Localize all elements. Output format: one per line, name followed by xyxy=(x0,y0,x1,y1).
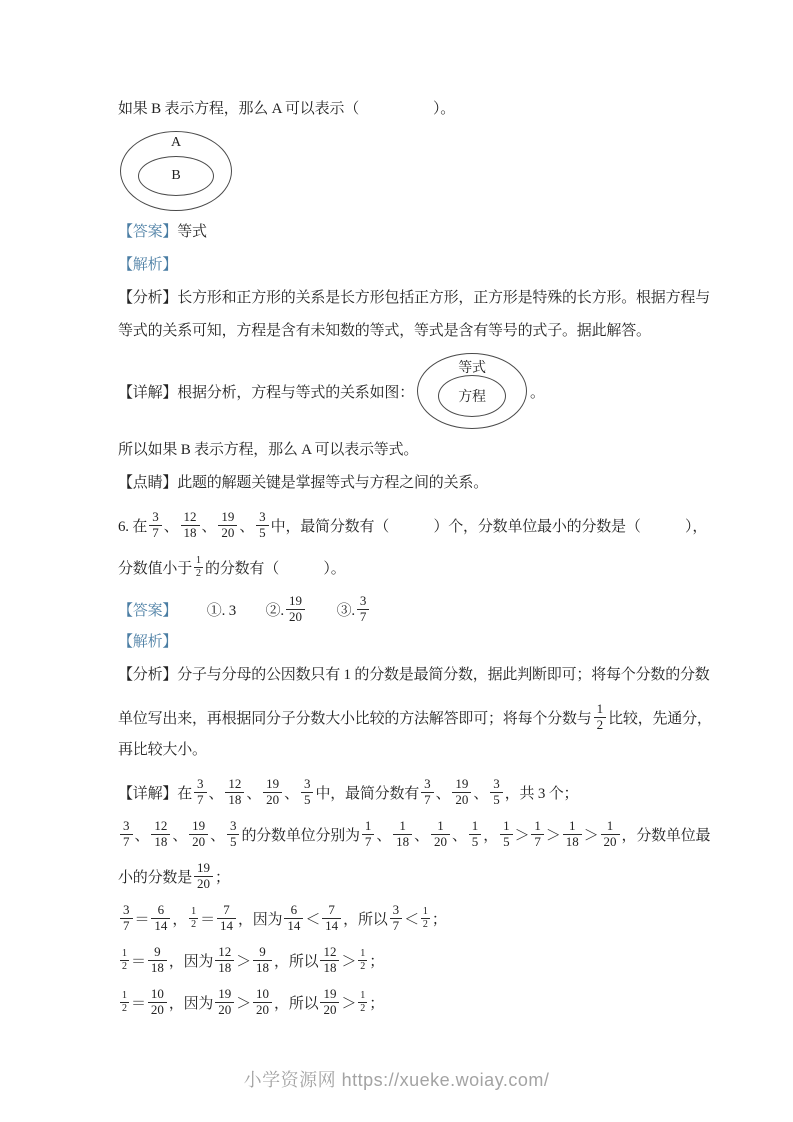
text-run: ＞ xyxy=(236,953,252,970)
fraction-denominator: 7 xyxy=(149,525,162,541)
fraction xyxy=(148,945,167,976)
fraction xyxy=(256,510,269,541)
fraction-numerator: 1 xyxy=(191,906,197,917)
section-label: 【解析】 xyxy=(118,257,178,273)
text-run: ； xyxy=(431,911,447,928)
fraction xyxy=(362,819,375,850)
fraction-numerator: 12 xyxy=(183,508,197,524)
fraction-numerator: 10 xyxy=(256,985,270,1001)
fraction-numerator: 12 xyxy=(228,775,242,791)
fraction-numerator: 1 xyxy=(360,990,366,1001)
text-run: 【分析】长方形和正方形的关系是长方形包括正方形，正方形是特殊的长方形。根据方程与 xyxy=(118,290,711,306)
fraction xyxy=(469,819,482,850)
fraction-denominator: 7 xyxy=(362,834,375,850)
fraction-numerator: 19 xyxy=(197,859,211,875)
text-run: 【分析】分子与分母的公因数只有 1 的分数是最简分数，据此判断即可；将每个分数的分数 xyxy=(118,667,710,683)
fraction xyxy=(393,819,412,850)
fraction-denominator: 5 xyxy=(256,525,269,541)
text-run: 【详解】根据分析，方程与等式的关系如图： xyxy=(118,384,415,401)
section-label: 【解析】 xyxy=(118,634,178,650)
question5-fenxi-line1 xyxy=(118,287,711,309)
fraction xyxy=(120,903,133,934)
text-run: 、 xyxy=(239,518,255,535)
question5-fenxi-line2 xyxy=(118,320,698,342)
question6-xiangjie-line2 xyxy=(118,814,711,854)
fraction-numerator: 19 xyxy=(192,817,206,833)
fraction xyxy=(263,777,282,808)
text-run: 、 xyxy=(451,827,467,844)
fraction xyxy=(151,819,170,850)
fraction-numerator: 7 xyxy=(328,901,335,917)
question5-dianjing xyxy=(118,472,698,494)
text-run: 、 xyxy=(435,785,451,802)
text-run: 所以如果 B 表示方程，那么 A 可以表示等式。 xyxy=(118,442,419,458)
text-run: ＞ xyxy=(514,827,530,844)
fraction xyxy=(217,903,236,934)
section-label: 【答案】 xyxy=(118,602,178,619)
fraction-denominator: 20 xyxy=(148,1002,167,1018)
fraction xyxy=(431,819,450,850)
text-run: 等式 xyxy=(177,224,207,240)
text-run: 、 xyxy=(208,785,224,802)
fraction-denominator: 7 xyxy=(390,918,403,934)
fraction-denominator: 14 xyxy=(151,918,170,934)
venn-outer-label: 等式 xyxy=(458,361,486,376)
question6-compare-line2 xyxy=(118,940,698,980)
text-run: 再比较大小。 xyxy=(118,742,207,758)
text-run: ，共 3 个； xyxy=(504,785,579,802)
fraction xyxy=(218,510,237,541)
fraction-denominator: 14 xyxy=(217,918,236,934)
fraction-numerator: 6 xyxy=(290,901,298,917)
fraction xyxy=(358,948,367,972)
fraction-denominator: 7 xyxy=(531,834,544,850)
question6-stem-line1 xyxy=(118,505,708,545)
fraction xyxy=(421,906,430,930)
fraction-denominator: 18 xyxy=(215,960,234,976)
text-run: 小的分数是 xyxy=(118,869,193,886)
fraction xyxy=(286,594,305,625)
fraction-denominator: 20 xyxy=(286,609,305,625)
fraction-numerator: 1 xyxy=(471,817,479,833)
text-run: 的分数有（ ）。 xyxy=(205,560,346,577)
question6-stem-line2 xyxy=(118,547,698,587)
fraction xyxy=(284,903,303,934)
text-run: 比较，先通分， xyxy=(608,710,712,727)
text-run: ＜ xyxy=(305,911,321,928)
fraction-denominator: 20 xyxy=(253,1002,272,1018)
text-run: ＞ xyxy=(341,953,357,970)
text-run: ＝ xyxy=(131,953,146,970)
fraction xyxy=(358,990,367,1014)
fraction-denominator: 7 xyxy=(120,918,133,934)
text-run: 、 xyxy=(376,827,392,844)
fraction xyxy=(189,906,198,930)
fraction-numerator: 7 xyxy=(223,901,230,917)
question5-conclusion xyxy=(118,439,698,461)
question5-xiangjie-row xyxy=(118,353,698,429)
text-run: ①. 3 ②. xyxy=(177,602,284,619)
text-run: 【点睛】此题的解题关键是掌握等式与方程之间的关系。 xyxy=(118,475,489,491)
fraction xyxy=(601,819,620,850)
question5-answer xyxy=(118,221,698,243)
fraction xyxy=(194,555,203,579)
fraction-numerator: 1 xyxy=(399,817,406,833)
section-label: 【答案】 xyxy=(118,224,178,240)
fraction xyxy=(357,594,370,625)
fraction xyxy=(253,987,272,1018)
venn-diagram-venn2 xyxy=(417,353,527,429)
fraction-denominator: 20 xyxy=(189,834,208,850)
venn-outer-label: A xyxy=(170,135,182,150)
fraction-denominator: 20 xyxy=(215,1002,234,1018)
question6-fenxi-line2 xyxy=(118,697,712,737)
footer-site-text: 小学资源网 https://xueke.woiay.com/ xyxy=(243,1070,550,1090)
fraction-denominator: 18 xyxy=(393,834,412,850)
text-run: 、 xyxy=(473,785,489,802)
text-run: 。 xyxy=(530,384,545,401)
text-run: 、 xyxy=(201,518,217,535)
fraction-denominator: 5 xyxy=(500,834,513,850)
question6-fenxi-line3 xyxy=(118,739,698,761)
document-body xyxy=(118,98,712,1024)
question6-compare-line1 xyxy=(118,898,698,938)
fraction-numerator: 12 xyxy=(323,943,337,959)
fraction-numerator: 3 xyxy=(229,817,237,833)
fraction xyxy=(594,702,607,733)
text-run: 、 xyxy=(284,785,299,802)
venn-inner-label: B xyxy=(138,156,214,196)
fraction-numerator: 6 xyxy=(157,901,165,917)
fraction-numerator: 3 xyxy=(197,775,204,791)
fraction-numerator: 1 xyxy=(122,990,127,1001)
text-run: 的分数单位分别为 xyxy=(241,827,360,844)
fraction-denominator: 2 xyxy=(594,717,607,733)
fraction-numerator: 1 xyxy=(606,817,614,833)
fraction-numerator: 12 xyxy=(154,817,168,833)
fraction xyxy=(194,861,213,892)
text-run: ，所以 xyxy=(274,995,319,1012)
question6-xiangjie-line1 xyxy=(118,772,698,812)
fraction-numerator: 1 xyxy=(534,817,541,833)
text-run: ＝ xyxy=(200,911,215,928)
fraction xyxy=(151,903,170,934)
fraction xyxy=(490,777,503,808)
text-run: ＞ xyxy=(545,827,561,844)
fraction-denominator: 20 xyxy=(431,834,450,850)
fraction xyxy=(563,819,582,850)
fraction-numerator: 3 xyxy=(123,817,130,833)
fraction-numerator: 9 xyxy=(154,943,161,959)
text-run: 【详解】在 xyxy=(118,785,193,802)
text-run: ＞ xyxy=(236,995,252,1012)
fraction-denominator: 5 xyxy=(301,792,314,808)
fraction xyxy=(194,777,207,808)
fraction-denominator: 14 xyxy=(322,918,341,934)
text-run: 中，最简分数有（ ）个，分数单位最小的分数是（ ）， xyxy=(270,518,708,535)
fraction-numerator: 3 xyxy=(259,508,266,524)
text-run: ， xyxy=(172,911,188,928)
fraction-denominator: 2 xyxy=(360,960,366,972)
question6-jiexi xyxy=(118,631,698,653)
fraction-denominator: 18 xyxy=(253,960,272,976)
page-footer xyxy=(0,1066,793,1092)
fraction xyxy=(301,777,314,808)
text-run: 、 xyxy=(163,518,179,535)
text-run: ＝ xyxy=(134,911,150,928)
text-run: 分数值小于 xyxy=(118,560,193,577)
fraction xyxy=(189,819,208,850)
text-run: ， xyxy=(483,827,499,844)
text-run: ； xyxy=(215,869,230,886)
fraction-numerator: 1 xyxy=(422,906,428,917)
fraction-denominator: 20 xyxy=(320,1002,339,1018)
fraction xyxy=(390,903,403,934)
text-run: 、 xyxy=(246,785,262,802)
text-run: 、 xyxy=(210,827,225,844)
fraction-denominator: 18 xyxy=(151,834,170,850)
text-run: 中，最简分数有 xyxy=(315,785,420,802)
fraction xyxy=(215,987,234,1018)
fraction-numerator: 19 xyxy=(288,592,302,608)
fraction-numerator: 3 xyxy=(493,775,500,791)
fraction-denominator: 7 xyxy=(421,792,434,808)
venn-diagram-venn1 xyxy=(120,131,232,211)
fraction-denominator: 7 xyxy=(194,792,207,808)
fraction xyxy=(320,945,339,976)
fraction-denominator: 18 xyxy=(563,834,582,850)
fraction-numerator: 19 xyxy=(218,985,232,1001)
fraction-numerator: 1 xyxy=(568,817,576,833)
text-run: ； xyxy=(369,995,385,1012)
fraction-numerator: 19 xyxy=(266,775,280,791)
fraction-denominator: 20 xyxy=(263,792,282,808)
fraction-denominator: 20 xyxy=(452,792,471,808)
fraction-denominator: 18 xyxy=(225,792,244,808)
fraction-numerator: 10 xyxy=(150,985,164,1001)
fraction-denominator: 18 xyxy=(181,525,200,541)
text-run: 、 xyxy=(134,827,150,844)
fraction xyxy=(181,510,200,541)
fraction-numerator: 19 xyxy=(455,775,469,791)
fraction xyxy=(120,948,129,972)
fraction xyxy=(225,777,244,808)
text-run: 如果 B 表示方程，那么 A 可以表示（ ）。 xyxy=(118,101,456,117)
fraction-numerator: 19 xyxy=(221,508,235,524)
text-run: ＞ xyxy=(341,995,357,1012)
fraction-numerator: 1 xyxy=(360,948,366,959)
fraction-denominator: 5 xyxy=(490,792,503,808)
fraction xyxy=(500,819,513,850)
text-run: ，所以 xyxy=(274,953,319,970)
text-run: 6. 在 xyxy=(118,518,148,535)
question5-stem xyxy=(118,98,698,120)
fraction-numerator: 3 xyxy=(152,508,159,524)
text-run: 、 xyxy=(172,827,188,844)
text-run: 单位写出来，再根据同分子分数大小比较的方法解答即可；将每个分数与 xyxy=(118,710,592,727)
fraction xyxy=(320,987,339,1018)
text-run: 等式的关系可知，方程是含有未知数的等式，等式是含有等号的式子。据此解答。 xyxy=(118,323,651,339)
fraction-denominator: 5 xyxy=(469,834,482,850)
fraction-numerator: 12 xyxy=(218,943,232,959)
fraction-denominator: 20 xyxy=(218,525,237,541)
venn-inner-label: 方程 xyxy=(438,375,506,417)
text-run: ，因为 xyxy=(168,995,214,1012)
fraction xyxy=(215,945,234,976)
fraction-numerator: 3 xyxy=(123,901,130,917)
text-run: ＜ xyxy=(404,911,419,928)
fraction-denominator: 18 xyxy=(320,960,339,976)
fraction-numerator: 3 xyxy=(359,592,367,608)
fraction-numerator: 1 xyxy=(196,555,202,566)
fraction-numerator: 1 xyxy=(596,700,604,716)
fraction-denominator: 2 xyxy=(191,918,197,930)
fraction-numerator: 9 xyxy=(259,943,266,959)
fraction-denominator: 2 xyxy=(196,567,202,579)
text-run: 、 xyxy=(414,827,429,844)
text-run: ③. xyxy=(306,602,355,619)
fraction-denominator: 14 xyxy=(284,918,303,934)
fraction xyxy=(531,819,544,850)
fraction-numerator: 1 xyxy=(122,948,127,959)
text-run: ，所以 xyxy=(343,911,388,928)
fraction-denominator: 20 xyxy=(601,834,620,850)
question6-compare-line3 xyxy=(118,982,698,1022)
question6-xiangjie-line3 xyxy=(118,856,698,896)
fraction-numerator: 1 xyxy=(503,817,510,833)
fraction-numerator: 1 xyxy=(437,817,444,833)
fraction-denominator: 2 xyxy=(122,1002,127,1014)
question5-venn-figure xyxy=(120,131,698,213)
question5-jiexi xyxy=(118,254,698,276)
question6-fenxi-line1 xyxy=(118,664,710,686)
fraction xyxy=(322,903,341,934)
fraction-denominator: 7 xyxy=(357,609,370,625)
fraction-numerator: 3 xyxy=(303,775,311,791)
fraction xyxy=(452,777,471,808)
fraction xyxy=(227,819,240,850)
fraction xyxy=(148,987,167,1018)
fraction-denominator: 5 xyxy=(227,834,240,850)
fraction xyxy=(253,945,272,976)
text-run: ＞ xyxy=(583,827,599,844)
text-run: ； xyxy=(369,953,385,970)
fraction-denominator: 2 xyxy=(122,960,127,972)
fraction-numerator: 3 xyxy=(424,775,431,791)
fraction xyxy=(120,819,133,850)
text-run: ，因为 xyxy=(237,911,283,928)
fraction xyxy=(421,777,434,808)
fraction-denominator: 20 xyxy=(194,876,213,892)
fraction-numerator: 3 xyxy=(392,901,400,917)
text-run: ，因为 xyxy=(168,953,214,970)
fraction-denominator: 18 xyxy=(148,960,167,976)
fraction xyxy=(120,990,129,1014)
text-run: ，分数单位最 xyxy=(621,827,711,844)
fraction-denominator: 7 xyxy=(120,834,133,850)
question6-answer xyxy=(118,589,698,629)
text-run: ＝ xyxy=(131,995,146,1012)
fraction xyxy=(149,510,162,541)
fraction-numerator: 1 xyxy=(364,817,372,833)
fraction-denominator: 2 xyxy=(360,1002,366,1014)
fraction-denominator: 2 xyxy=(422,918,428,930)
fraction-numerator: 19 xyxy=(323,985,337,1001)
